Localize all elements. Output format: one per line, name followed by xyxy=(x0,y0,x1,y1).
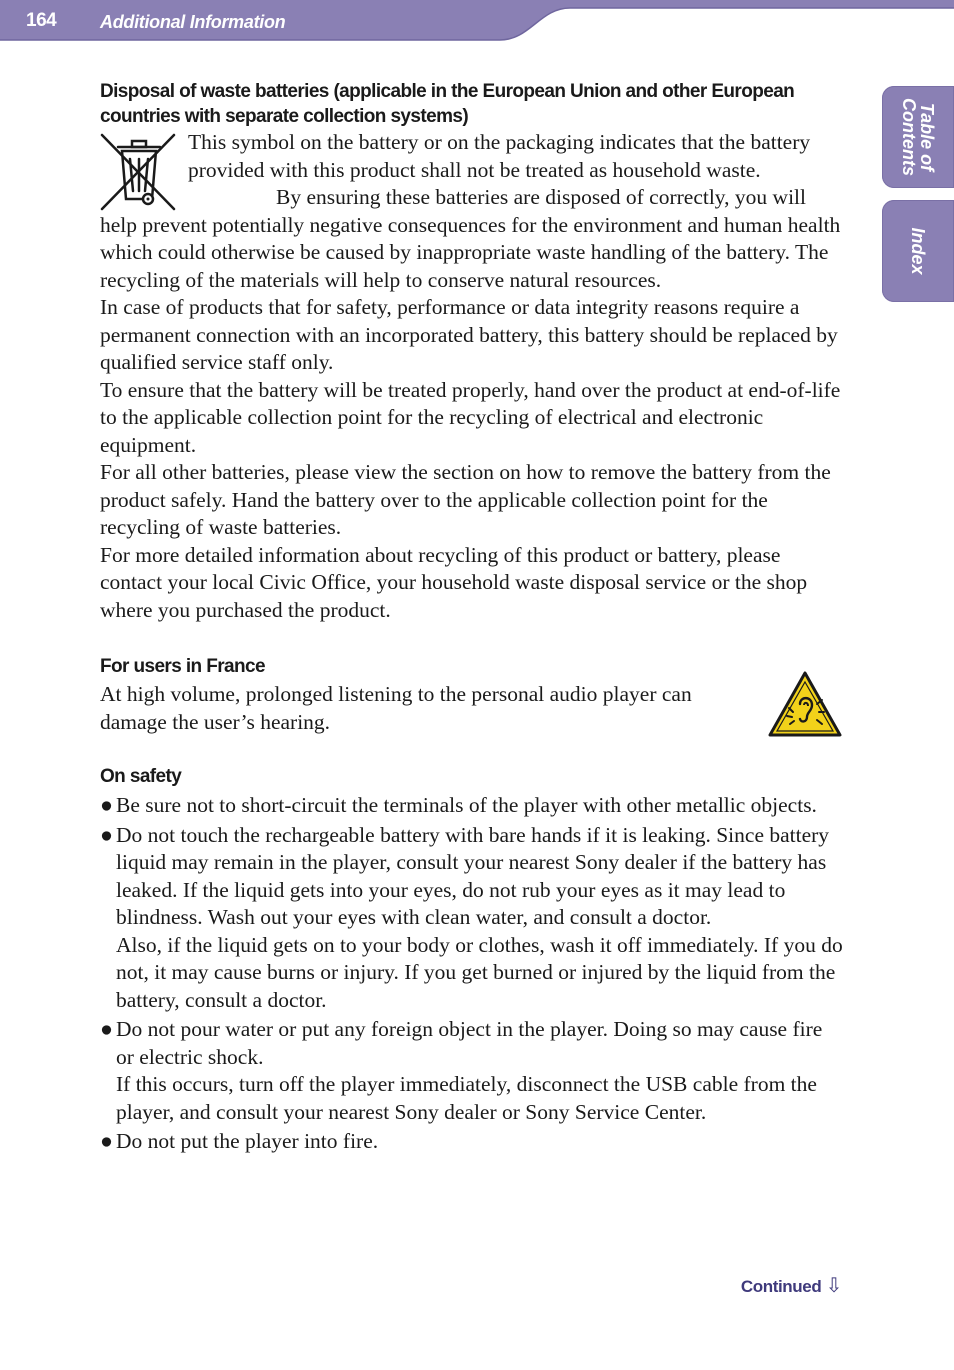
disposal-paragraph: For more detailed information about recycling of this product or battery, please contact your local Civic Office, your household waste disposal service or the shop where you purchased the product. xyxy=(100,542,808,622)
list-item xyxy=(100,792,845,820)
tab-index-label: Index xyxy=(908,227,928,275)
disposal-paragraph: This symbol on the battery or on the packaging indicates that the battery provided with this product shall not be treated as household waste. xyxy=(188,130,811,182)
continued-link[interactable] xyxy=(741,1273,842,1298)
crossed-out-wheelie-bin-icon xyxy=(100,133,176,211)
section-title: Additional Information xyxy=(100,12,286,32)
disposal-paragraph: To ensure that the battery will be treated properly, hand over the product at end-of-life to the applicable collection point for the recycling of electrical and electronic equipment. xyxy=(100,377,841,457)
safety-section xyxy=(100,764,845,1156)
hearing-warning-icon xyxy=(767,670,843,738)
list-item xyxy=(100,822,845,1015)
disposal-heading: Disposal of waste batteries (applicable in the European Union and other European countries with separate collection systems) xyxy=(100,81,795,127)
disposal-body xyxy=(100,129,845,624)
disposal-paragraph: In case of products that for safety, performance or data integrity reasons require a permanent connection with an incorporated battery, this battery should be replaced by qualified service staff only. xyxy=(100,295,838,374)
bullet-icon: ● xyxy=(100,1129,113,1153)
tab-table-of-contents-label: Table of Contents xyxy=(899,98,937,176)
page-number: 164 xyxy=(26,10,57,31)
tab-table-of-contents[interactable] xyxy=(882,86,954,188)
list-item xyxy=(100,1016,845,1126)
list-item xyxy=(100,1128,845,1156)
safety-list xyxy=(100,792,845,1156)
france-text: At high volume, prolonged listening to the personal audio player can damage the user’s hearing. xyxy=(100,682,692,734)
bullet-icon: ● xyxy=(100,793,113,817)
continued-label: Continued xyxy=(740,1277,822,1296)
bullet-icon: ● xyxy=(100,1017,113,1041)
safety-heading: On safety xyxy=(100,766,182,787)
tab-index[interactable] xyxy=(882,200,954,302)
list-item-extra: Also, if the liquid gets on to your body or clothes, wash it off immediately. If you do not, it may cause burns or injury. If you get burned or injured by the liquid from the battery, consult a doctor. xyxy=(116,932,843,1012)
page-content xyxy=(100,79,845,1158)
disposal-paragraph: For all other batteries, please view the section on how to remove the battery from the product safely. Hand the battery over to the applicable collection point for the recycling of waste batteries. xyxy=(100,460,831,539)
france-heading: For users in France xyxy=(100,656,265,677)
disposal-paragraph: By ensuring these batteries are disposed of correctly, you will help prevent potentially negative consequences for the environment and human health which could otherwise be caused by inappropriate waste handling of the battery. The recycling of the materials will help to conserve natural resources. xyxy=(100,185,841,292)
list-item-text: Do not pour water or put any foreign object in the player. Doing so may cause fire or electric shock. xyxy=(116,1017,823,1069)
list-item-text: Do not touch the rechargeable battery with bare hands if it is leaking. Since battery liquid may remain in the player, consult your nearest Sony dealer if the battery has leaked. If the liquid gets into your eyes, do not rub your eyes as it may lead to blindness. Wash out your eyes with clean water, and consult a doctor. xyxy=(116,822,830,929)
list-item-text: Do not put the player into fire. xyxy=(116,1129,379,1153)
list-item-extra: If this occurs, turn off the player immediately, disconnect the USB cable from the player, and consult your nearest Sony dealer or Sony Service Center. xyxy=(116,1072,817,1124)
france-section xyxy=(100,654,845,736)
bullet-icon: ● xyxy=(100,822,113,847)
arrow-down-icon: ⇩ xyxy=(825,1275,842,1297)
list-item-text: Be sure not to short-circuit the terminals of the player with other metallic objects. xyxy=(116,793,817,817)
